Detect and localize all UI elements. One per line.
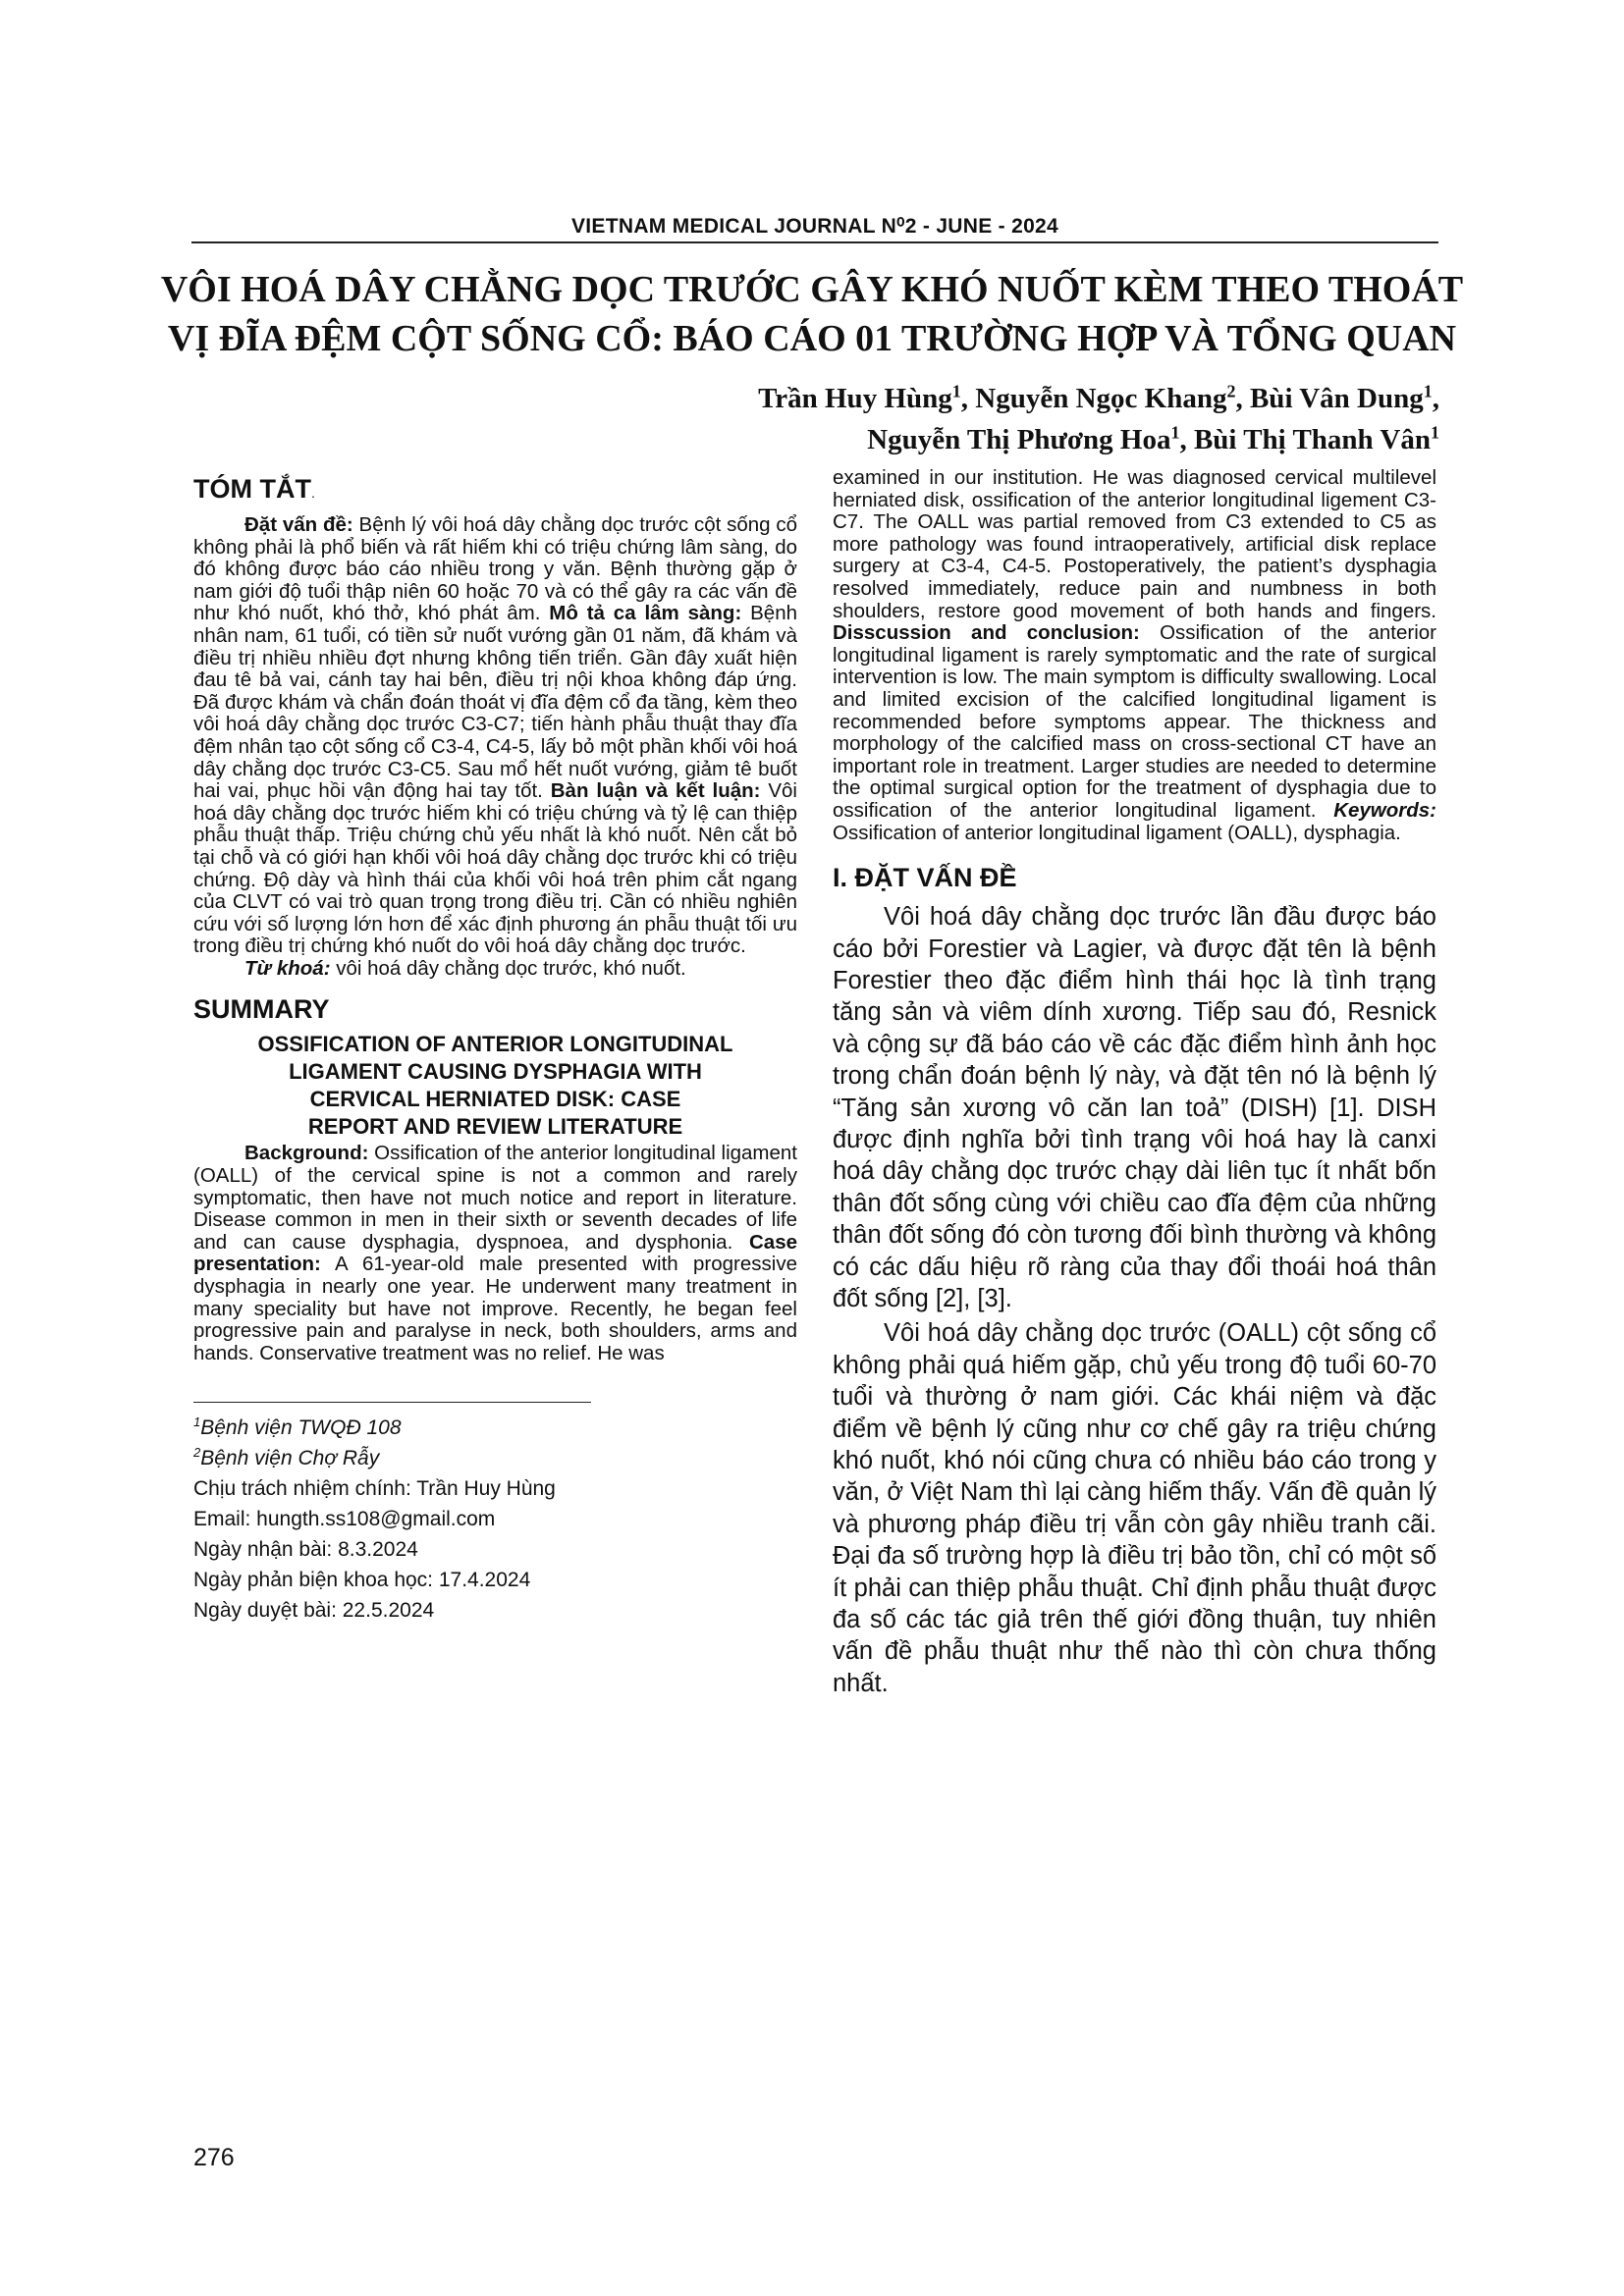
author: Bùi Thị Thanh Vân$^1$ (1193, 422, 1439, 455)
affiliation-2: $^2$Bệnh viện Chợ Rẫy (193, 1445, 380, 1470)
paragraph: Vôi hoá dây chằng dọc trước (OALL) cột sống cổ không phải quá hiếm gặp, chủ yếu trong độ tuổi 60-70 tuổi và thường ở nam giới. Các khái niệm và đặc điểm về bệnh lý cũng như cơ chế gây ra triệu chứng khó nuốt, khó nói cũng chưa có nhiều báo cáo trong y văn, ở Việt Nam thì lại càng hiếm thấy. Vấn đề quản lý và phương pháp điều trị vẫn còn gây nhiều tranh cãi. Đại đa số trường hợp là điều trị bảo tồn, chỉ có một số ít phải can thiệp phẫu thuật. Chỉ định phẫu thuật được đa số các tác giả trên thế giới đồng thuận, tuy nhiên vấn đề phẫu thuật như thế nào thì còn chưa thống nhất. (833, 1319, 1436, 1697)
abstract-vi-body: Đặt vấn đề: Bệnh lý vôi hoá dây chằng dọc trước cột sống cổ không phải là phổ biến và rất hiếm khi có triệu chứng lâm sàng, do đó không được báo cáo nhiều trong y văn. Bệnh thường gặp ở nam giới độ tuổi thập niên 60 hoặc 70 và có thể gây ra các vấn đề như khó nuốt, khó thở, khó phát âm. Mô tả ca lâm sàng: Bệnh nhân nam, 61 tuổi, có tiền sử nuốt vướng gần 01 năm, đã khám và điều trị nhiều nhiều đợt nhưng không tiến triển. Gần đây xuất hiện đau tê bả vai, cánh tay hai bên, điều trị nội khoa không đáp ứng. Đã được khám và chẩn đoán thoát vị đĩa đệm cổ đa tầng, kèm theo vôi hoá dây chằng dọc trước C3-C7; tiến hành phẫu thuật thay đĩa đệm nhân tạo cột sống cổ C3-4, C4-5, lấy bỏ một phần khối vôi hoá dây chằng dọc trước C3-C5. Sau mổ hết nuốt vướng, giảm tê buốt hai vai, phục hồi vận động hai tay tốt. Bàn luận và kết luận: Vôi hoá dây chằng dọc trước hiếm khi có triệu chứng và tỷ lệ can thiệp phẫu thuật thấp. Triệu chứng chủ yếu nhất là khó nuốt. Nên cắt bỏ tại chỗ và có giới hạn khối vôi hoá dây chằng dọc trước khi có triệu chứng. Độ dày và hình thái của khối vôi hoá trên phim cắt ngang của CLVT có vai trò quan trọng trong điều trị. Cần có nhiều nghiên cứu với số lượng lớn hơn để xác định phương án phẫu thuật tối ưu trong điều trị chứng khó nuốt do vôi hoá dây chằng dọc trước. (193, 513, 797, 958)
left-column (193, 467, 797, 1626)
running-header: VIETNAM MEDICAL JOURNAL N⁰2 - JUNE - 2024 (570, 215, 1059, 238)
abstract-label: Background: (244, 1142, 369, 1165)
abstract-label: Bàn luận và kết luận: (550, 779, 761, 803)
author: Trần Huy Hùng$^1$, (758, 381, 976, 414)
title-line: VÔI HOÁ DÂY CHẰNG DỌC TRƯỚC GÂY KHÓ NUỐT KÈM THEO THOÁT (160, 269, 1464, 310)
title-line: VỊ ĐĨA ĐỆM CỘT SỐNG CỔ: BÁO CÁO 01 TRƯỜNG HỢP VÀ TỔNG QUAN (167, 318, 1457, 359)
accepted-date: Ngày duyệt bài: 22.5.2024 (193, 1599, 435, 1623)
paragraph: Vôi hoá dây chằng dọc trước lần đầu được báo cáo bởi Forestier và Lagier, và được đặt tên là bệnh Forestier theo đặc điểm hình thái học là tình trạng tăng sản và viêm dính xương. Tiếp sau đó, Resnick và cộng sự đã báo cáo về các đặc điểm hình ảnh học trong chẩn đoán bệnh lý này, và đặt tên nó là bệnh lý “Tăng sản xương vô căn lan toả” (DISH) [1]. DISH được định nghĩa bởi tình trạng vôi hoá hay là canxi hoá dây chằng dọc trước chạy dài liên tục ít nhất bốn thân đốt sống cùng với chiều cao đĩa đệm của những thân đốt sống đó còn tương đối bình thường và không có các dấu hiệu rõ ràng của thay đổi thoái hoá thân đốt sống [2], [3]. (833, 903, 1436, 1312)
section-heading: I. ĐẶT VẤN ĐỀ (833, 863, 1017, 893)
section-body (833, 901, 1436, 1699)
footnotes (193, 1413, 797, 1626)
reviewed-date: Ngày phản biện khoa học: 17.4.2024 (193, 1569, 531, 1592)
abstract-en-body: examined in our institution. He was diagnosed cervical multilevel herniated disk, ossification of the anterior longitudinal ligement C3-C7. The OALL was partial removed from C3 extended to C5 as more pathology was found intraoperatively, artificial disk replace surgery at C3-4, C4-5. Postoperatively, the patient’s dysphagia resolved immediately, reduce pain and numbness in both shoulders, restore good movement of both hands and fingers. Disscussion and conclusion: Ossification of the anterior longitudinal ligament is rarely symptomatic and the rate of surgical intervention is low. The main symptom is difficulty swallowing. Local and limited excision of the calcified longitudinal ligament is recommended before symptoms appear. The thickness and morphology of the calcified mass on cross-sectional CT have an important role in treatment. Larger studies are needed to determine the optimal surgical option for the treatment of dysphagia due to ossification of the anterior longitudinal ligament. Keywords: Ossification of anterior longitudinal ligament (OALL), dysphagia. (833, 466, 1436, 844)
summary-heading: SUMMARY (193, 994, 330, 1025)
keywords-vi: Từ khoá: vôi hoá dây chằng dọc trước, khó nuốt. (244, 956, 686, 980)
abstract-vi-heading: TÓM TẮT. (193, 474, 315, 504)
author: Nguyễn Ngọc Khang$^2$, (975, 381, 1250, 414)
abstract-label: Case presentation: (193, 1230, 797, 1276)
abstract-label: Disscussion and conclusion: (833, 621, 1140, 645)
english-title: OSSIFICATION OF ANTERIOR LONGITUDINAL LIGAMENT CAUSING DYSPHAGIA WITH CERVICAL HERNIATED DISK: CASE REPORT AND REVIEW LITERATURE (257, 1032, 733, 1140)
keywords-label: Keywords: (1333, 798, 1436, 822)
abstract-en-continued (833, 467, 1436, 844)
author-line (458, 378, 1439, 419)
footnote-rule (193, 1402, 591, 1403)
abstract-label: Mô tả ca lâm sàng: (549, 602, 742, 625)
page-number: 276 (193, 2144, 235, 2171)
author: Nguyễn Thị Phương Hoa$^1$, (867, 422, 1194, 455)
author-list (458, 378, 1439, 460)
author-line (458, 419, 1439, 460)
abstract-en (193, 1143, 797, 1364)
received-date: Ngày nhận bài: 8.3.2024 (193, 1538, 418, 1562)
affiliation-1: $^1$Bệnh viện TWQĐ 108 (193, 1415, 402, 1440)
author: Bùi Vân Dung$^1$, (1249, 381, 1439, 414)
article-title (157, 265, 1467, 363)
abstract-vi (193, 514, 797, 980)
corresponding-author: Chịu trách nhiệm chính: Trần Huy Hùng (193, 1477, 556, 1501)
abstract-label: Đặt vấn đề: (244, 513, 353, 536)
header-rule (191, 241, 1438, 243)
right-column (833, 467, 1436, 1702)
abstract-en-body: Background: Ossification of the anterior longitudinal ligament (OALL) of the cervical spine is not a common and rarely symptomatic, then have not much notice and report in literature. Disease common in men in their sixth or seventh decades of life and can cause dysphagia, dyspnoea, and dysphonia. Case presentation: A 61-year-old male presented with progressive dysphagia in nearly one year. He underwent many treatment in many speciality but have not improve. Recently, he began feel progressive pain and paralyse in neck, both shoulders, arms and hands. Conservative treatment was no relief. He was (193, 1142, 797, 1364)
email: Email: hungth.ss108@gmail.com (193, 1508, 496, 1531)
